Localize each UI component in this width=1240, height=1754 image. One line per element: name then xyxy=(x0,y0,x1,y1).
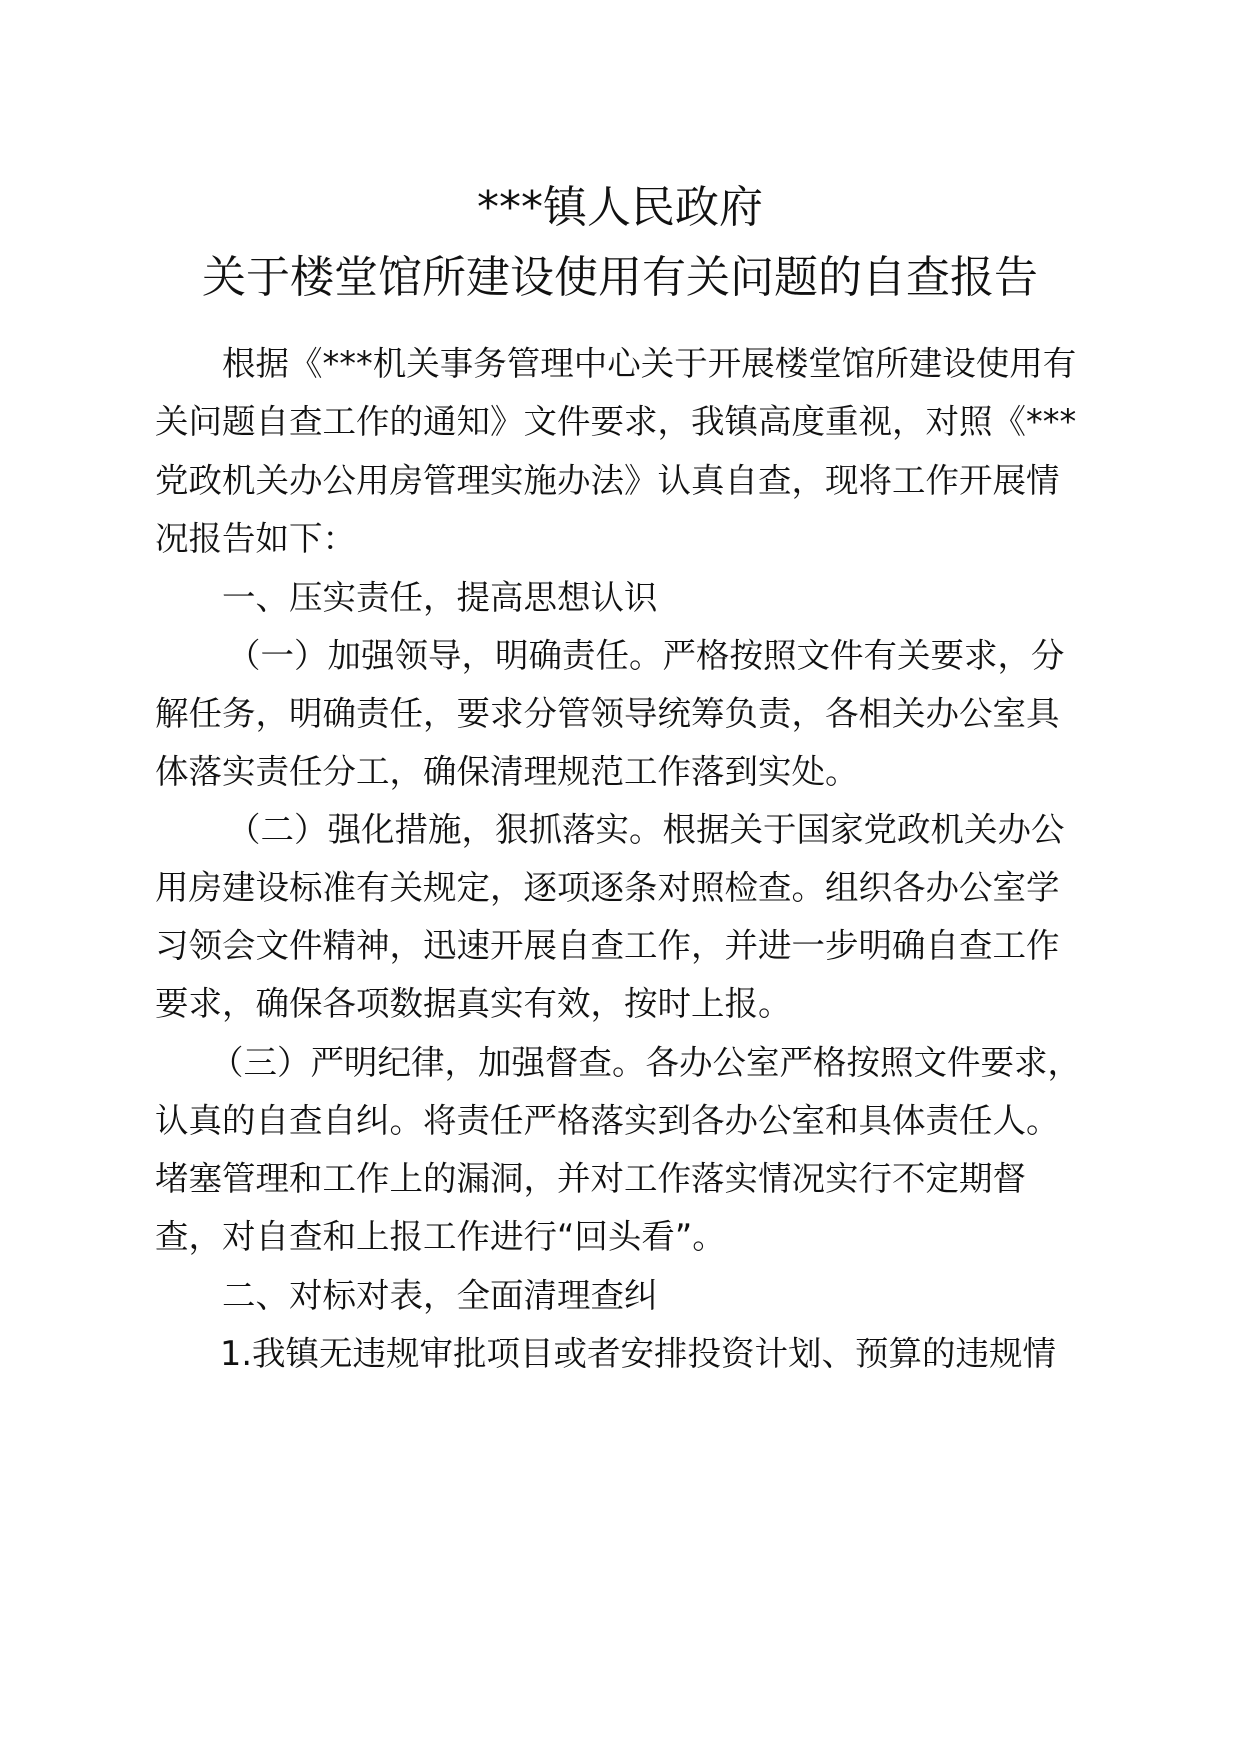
paragraph-line: （二）强化措施，狠抓落实。根据关于国家党政机关办公 xyxy=(227,810,1065,849)
paragraph-line: （一）加强领导，明确责任。严格按照文件有关要求，分 xyxy=(227,636,1065,675)
document-title-issuer: ***镇人民政府 xyxy=(477,182,763,233)
paragraph-line: 认真的自查自纠。将责任严格落实到各办公室和具体责任人。 xyxy=(155,1101,1060,1140)
section-heading: 二、对标对表，全面清理查纠 xyxy=(222,1276,658,1315)
paragraph-line: 要求，确保各项数据真实有效，按时上报。 xyxy=(155,984,792,1023)
paragraph-line: 堵塞管理和工作上的漏洞，并对工作落实情况实行不定期督 xyxy=(155,1159,1026,1198)
paragraph-line: 查，对自查和上报工作进行“回头看”。 xyxy=(155,1217,726,1256)
paragraph-line: 用房建设标准有关规定，逐项逐条对照检查。组织各办公室学 xyxy=(155,868,1060,907)
paragraph-line: 党政机关办公用房管理实施办法》认真自查，现将工作开展情 xyxy=(155,461,1060,500)
document-title-subject: 关于楼堂馆所建设使用有关问题的自查报告 xyxy=(202,252,1038,303)
paragraph-line: 况报告如下： xyxy=(155,519,356,558)
paragraph-line: 习领会文件精神，迅速开展自查工作，并进一步明确自查工作 xyxy=(155,926,1060,965)
paragraph-line: 1.我镇无违规审批项目或者安排投资计划、预算的违规情 xyxy=(220,1334,1056,1373)
paragraph-line: （三）严明纪律，加强督查。各办公室严格按照文件要求， xyxy=(210,1043,1081,1082)
paragraph-line: 体落实责任分工，确保清理规范工作落到实处。 xyxy=(155,752,859,791)
section-heading: 一、压实责任，提高思想认识 xyxy=(222,578,658,617)
paragraph-line: 根据《***机关事务管理中心关于开展楼堂馆所建设使用有 xyxy=(222,344,1077,383)
paragraph-line: 关问题自查工作的通知》文件要求，我镇高度重视，对照《*** xyxy=(155,402,1077,441)
paragraph-line: 解任务，明确责任，要求分管领导统筹负责，各相关办公室具 xyxy=(155,694,1060,733)
